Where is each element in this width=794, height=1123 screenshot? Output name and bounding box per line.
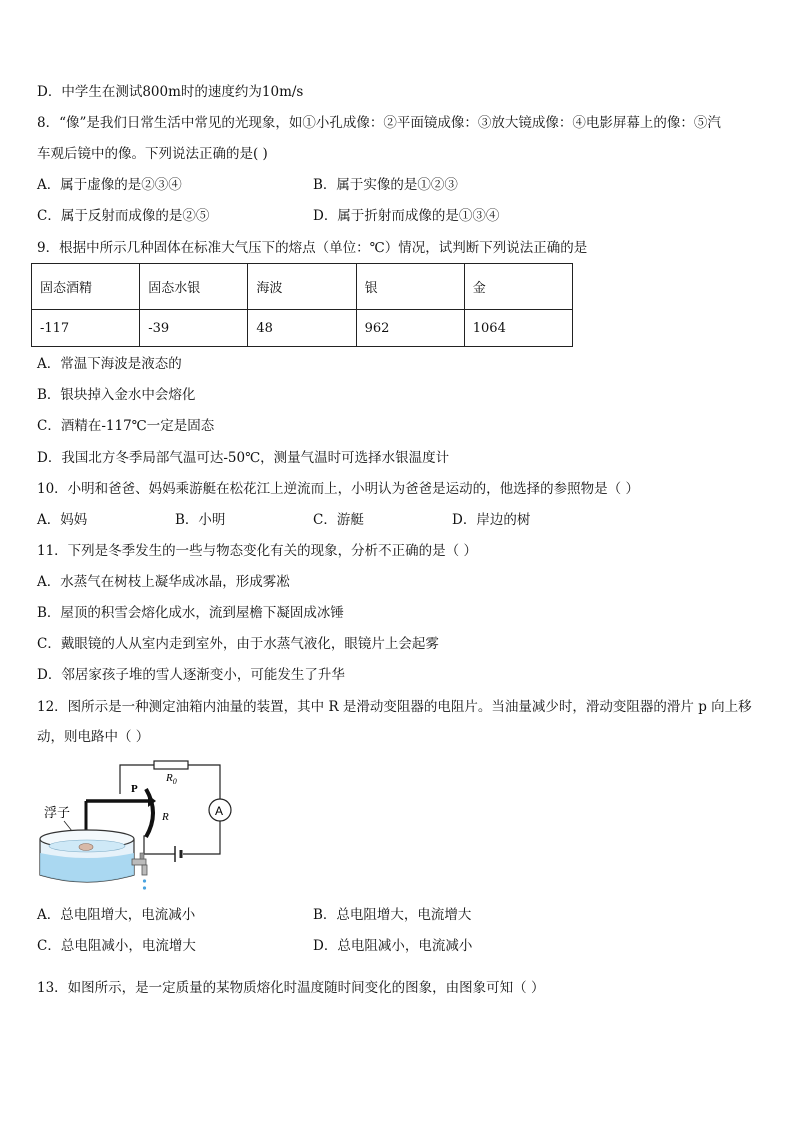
q11-stem: 11．下列是冬季发生的一些与物态变化有关的现象，分析不正确的是（ ） bbox=[37, 543, 477, 559]
table-header-cell: 银 bbox=[356, 264, 464, 310]
table-cell: 1064 bbox=[464, 310, 572, 347]
q12-option-b: B．总电阻增大，电流增大 bbox=[313, 907, 472, 923]
table-header-cell: 海波 bbox=[248, 264, 356, 310]
q9-option-a: A．常温下海波是液态的 bbox=[37, 356, 182, 372]
q11-option-c: C．戴眼镜的人从室内走到室外，由于水蒸气液化，眼镜片上会起雾 bbox=[37, 636, 439, 652]
q13-stem: 13．如图所示，是一定质量的某物质熔化时温度随时间变化的图象，由图象可知（ ） bbox=[37, 980, 545, 996]
q10-option-c: C．游艇 bbox=[313, 512, 364, 528]
table-row bbox=[32, 310, 573, 347]
table-cell: -117 bbox=[32, 310, 140, 347]
q12-option-d: D．总电阻减小，电流减小 bbox=[313, 938, 473, 954]
q10-option-d: D．岸边的树 bbox=[452, 512, 531, 528]
melting-point-table bbox=[31, 263, 573, 347]
q10-option-a: A．妈妈 bbox=[37, 512, 88, 528]
q11-option-b: B．屋顶的积雪会熔化成水，流到屋檐下凝固成冰锤 bbox=[37, 605, 344, 621]
q11-option-a: A．水蒸气在树枝上凝华成冰晶，形成雾凇 bbox=[37, 574, 290, 590]
q12-stem: 12．图所示是一种测定油箱内油量的装置，其中 R 是滑动变阻器的电阻片。当油量减少时，滑动变阻器的滑片 p 向上移动，则电路中（ ） bbox=[37, 699, 752, 745]
table-row bbox=[32, 264, 573, 310]
r0-resistor bbox=[154, 761, 188, 769]
table-cell: 962 bbox=[356, 310, 464, 347]
p-label: P bbox=[131, 783, 138, 795]
q8-option-a: A．属于虚像的是②③④ bbox=[37, 177, 182, 193]
float bbox=[79, 844, 93, 851]
q8-stem-line1: 8．“像”是我们日常生活中常见的光现象，如①小孔成像：②平面镜成像：③放大镜成像：④电影屏幕上的像：⑤汽 bbox=[37, 115, 721, 131]
q9-stem: 9．根据中所示几种固体在标准大气压下的熔点（单位：℃）情况，试判断下列说法正确的是 bbox=[37, 240, 588, 256]
float-label: 浮子 bbox=[44, 806, 71, 821]
q9-option-c: C．酒精在-117℃一定是固态 bbox=[37, 418, 215, 434]
table-header-cell: 固态水银 bbox=[140, 264, 248, 310]
q9-option-b: B．银块掉入金水中会熔化 bbox=[37, 387, 196, 403]
oil-gauge-circuit-figure bbox=[36, 757, 236, 892]
q8-option-c: C．属于反射而成像的是②⑤ bbox=[37, 208, 210, 224]
r0-label: $R_0$ bbox=[166, 772, 177, 786]
table-cell: 48 bbox=[248, 310, 356, 347]
q11-option-d: D．邻居家孩子堆的雪人逐渐变小，可能发生了升华 bbox=[37, 667, 345, 683]
table-cell: -39 bbox=[140, 310, 248, 347]
q12-option-a: A．总电阻增大，电流减小 bbox=[37, 907, 196, 923]
q7-option-d: D．中学生在测试800m时的速度约为10m/s bbox=[37, 84, 304, 100]
table-header-cell: 固态酒精 bbox=[32, 264, 140, 310]
ammeter-label: A bbox=[215, 804, 224, 818]
r-label: R bbox=[162, 811, 169, 823]
drain-tap bbox=[132, 859, 146, 865]
q8-stem-line2: 车观后镜中的像。下列说法正确的是( ) bbox=[37, 146, 268, 162]
q10-stem: 10．小明和爸爸、妈妈乘游艇在松花江上逆流而上，小明认为爸爸是运动的，他选择的参照物是（ ） bbox=[37, 481, 639, 497]
q8-option-b: B．属于实像的是①②③ bbox=[313, 177, 458, 193]
q12-option-c: C．总电阻减小，电流增大 bbox=[37, 938, 196, 954]
table-header-cell: 金 bbox=[464, 264, 572, 310]
q8-option-d: D．属于折射而成像的是①③④ bbox=[313, 208, 500, 224]
q10-option-b: B．小明 bbox=[175, 512, 226, 528]
q9-option-d: D．我国北方冬季局部气温可达-50℃，测量气温时可选择水银温度计 bbox=[37, 450, 450, 466]
